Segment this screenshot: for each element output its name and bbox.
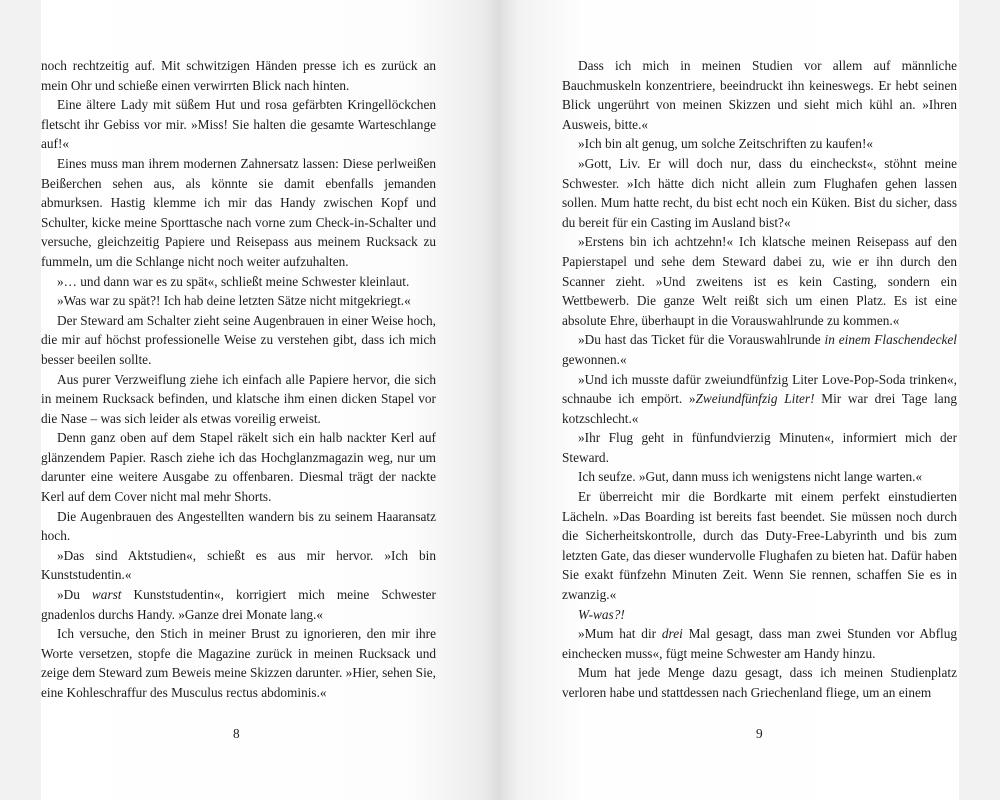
paragraph xyxy=(562,605,957,625)
paragraph xyxy=(41,507,436,546)
text-run: Der Steward am Schalter zieht seine Augenbrauen in einer Weise hoch, die mir auf höchst professionelle Weise zu verstehen gibt, dass ich mich besser beeilen sollte. xyxy=(41,312,436,367)
paragraph xyxy=(41,56,436,95)
paragraph xyxy=(41,272,436,292)
paragraph xyxy=(562,232,957,330)
text-run: Dass ich mich in meinen Studien vor allem auf männliche Bauchmuskeln konzentriere, beeindruckt ihn keineswegs. Er hebt seinen Blick ungerührt von meinen Skizzen und sieht mich kühl an. »Ihren Ausweis, bitte.« xyxy=(562,58,957,132)
paragraph xyxy=(562,330,957,369)
book-spread xyxy=(41,0,959,800)
paragraph xyxy=(41,546,436,585)
text-run: Die Augenbrauen des Angestellten wandern bis zu seinem Haaransatz hoch. xyxy=(41,508,436,544)
italic-text: in einem Flaschendeckel xyxy=(824,332,957,348)
right-page xyxy=(500,0,959,800)
paragraph xyxy=(41,95,436,154)
text-run: noch rechtzeitig auf. Mit schwitzigen Händen presse ich es zurück an mein Ohr und schieße einen verwirrten Blick nach hinten. xyxy=(41,58,436,93)
text-run: »… und dann war es zu spät«, schließt meine Schwester kleinlaut. xyxy=(57,273,410,289)
text-run: »Ich bin alt genug, um solche Zeitschriften zu kaufen!« xyxy=(578,136,874,152)
italic-text: W-was?! xyxy=(578,606,625,622)
right-page-number: 9 xyxy=(756,726,763,741)
text-run: Aus purer Verzweiflung ziehe ich einfach alle Papiere hervor, die sich in meinem Rucksack befinden, und klatsche ihm einen dicken Stapel vor die Nase – was sich leider als etwas voreilig erweist. xyxy=(41,371,436,426)
paragraph xyxy=(562,134,957,154)
paragraph xyxy=(41,370,436,429)
left-page xyxy=(41,0,500,800)
text-run: Er überreicht mir die Bordkarte mit einem perfekt einstudierten Lächeln. »Das Boarding ist bereits fast beendet. Sie müssen noch durch die Sicherheitskontrolle, durch das Duty-Free-Labyrinth und bis zum letzten Gate, das dieser wundervolle Flughafen zu bieten hat. Dafür haben Sie exakt fünfzehn Minuten Zeit. Wenn Sie rennen, schaffen Sie es in zwanzig.« xyxy=(562,489,957,603)
italic-text: Zweiundfünfzig Liter! xyxy=(695,391,815,407)
left-page-text xyxy=(41,56,436,703)
left-page-number: 8 xyxy=(233,726,240,741)
text-run: gewonnen.« xyxy=(562,351,627,367)
text-run: »Du hast das Ticket für die Vorauswahlrunde xyxy=(578,332,825,348)
text-run: Denn ganz oben auf dem Stapel räkelt sich ein halb nackter Kerl auf glänzendem Papier. Rasch ziehe ich das Hochglanzmagazin weg, nur um darunter eine weitere Ausgabe zu offenbaren. Diesmal trägt der nackte Kerl auf dem Cover nicht mal mehr Shorts. xyxy=(41,430,436,505)
italic-text: drei xyxy=(661,626,683,642)
paragraph xyxy=(562,428,957,467)
paragraph xyxy=(41,154,436,272)
text-run: Eine ältere Lady mit süßem Hut und rosa gefärbten Kringellöckchen fletscht ihr Gebiss vor mir. »Miss! Sie halten die gesamte Warteschlange auf!« xyxy=(41,97,436,152)
right-page-text xyxy=(562,56,957,703)
text-run: »Ihr Flug geht in fünfundvierzig Minuten«, informiert mich der Steward. xyxy=(562,430,957,465)
paragraph xyxy=(562,370,957,429)
text-run: Mir war drei Tage lang kotzschlecht.« xyxy=(562,391,957,426)
text-run: Mal gesagt, dass man zwei Stunden vor Abflug einchecken muss«, fügt meine Schwester am Handy hinzu. xyxy=(562,626,957,661)
paragraph xyxy=(562,663,957,702)
paragraph xyxy=(41,428,436,506)
text-run: »Das sind Aktstudien«, schießt es aus mir hervor. »Ich bin Kunststudentin.« xyxy=(41,547,436,583)
paragraph xyxy=(41,291,436,311)
paragraph xyxy=(562,467,957,487)
paragraph xyxy=(562,56,957,134)
text-run: »Du xyxy=(57,587,92,603)
text-run: Ich seufze. »Gut, dann muss ich wenigstens nicht lange warten.« xyxy=(578,469,923,485)
text-run: »Und ich musste dafür zweiundfünfzig Liter Love-Pop-Soda trinken«, schnaube ich empört. » xyxy=(562,371,957,407)
text-run: »Gott, Liv. Er will doch nur, dass du eincheckst«, stöhnt meine Schwester. »Ich hätte dich nicht allein zum Flughafen gehen lassen sollen. Mum hatte recht, du bist echt noch ein Küken. Bist du sicher, dass du bereit für ein Casting im Ausland bist?« xyxy=(562,155,957,230)
paragraph xyxy=(41,585,436,624)
text-run: Kunststudentin«, korrigiert mich meine Schwester gnadenlos durchs Handy. »Ganze drei Monate lang.« xyxy=(41,587,436,622)
paragraph xyxy=(41,624,436,702)
paragraph xyxy=(562,487,957,605)
paragraph xyxy=(562,154,957,232)
text-run: »Was war zu spät?! Ich hab deine letzten Sätze nicht mitgekriegt.« xyxy=(57,293,411,309)
paragraph xyxy=(562,624,957,663)
text-run: Eines muss man ihrem modernen Zahnersatz lassen: Diese perlweißen Beißerchen sehen aus, als könnte sie damit ebenfalls jemanden abmurksen. Hastig klemme ich mir das Handy zwischen Kopf und Schulter, kicke meine Sporttasche nach vorne zum Check-in-Schalter und versuche, gleichzeitig Papiere und Reisepass aus meinem Rucksack zu fummeln, um die Schlange nicht noch weiter aufzuhalten. xyxy=(41,155,436,269)
italic-text: warst xyxy=(91,587,122,603)
text-run: Ich versuche, den Stich in meiner Brust zu ignorieren, den mir ihre Worte versetzen, stopfe die Magazine zurück in meinen Rucksack und zeige dem Steward zum Beweis meine Skizzen darunter. »Hier, sehen Sie, eine Kohleschraffur des Musculus rectus abdominis.« xyxy=(41,626,436,700)
text-run: Mum hat jede Menge dazu gesagt, dass ich meinen Studienplatz verloren habe und stattdessen nach Griechenland fliege, um an einem xyxy=(562,665,957,700)
paragraph xyxy=(41,311,436,370)
text-run: »Mum hat dir xyxy=(578,626,662,642)
text-run: »Erstens bin ich achtzehn!« Ich klatsche meinen Reisepass auf den Papierstapel und sehe dem Steward dabei zu, wie er ihn durch den Scanner zieht. »Und zweitens ist es kein Casting, sondern ein Wettbewerb. Die ganze Welt reißt sich um einen Platz. Es ist eine absolute Ehre, überhaupt in die Vorauswahlrunde zu kommen.« xyxy=(562,234,957,328)
